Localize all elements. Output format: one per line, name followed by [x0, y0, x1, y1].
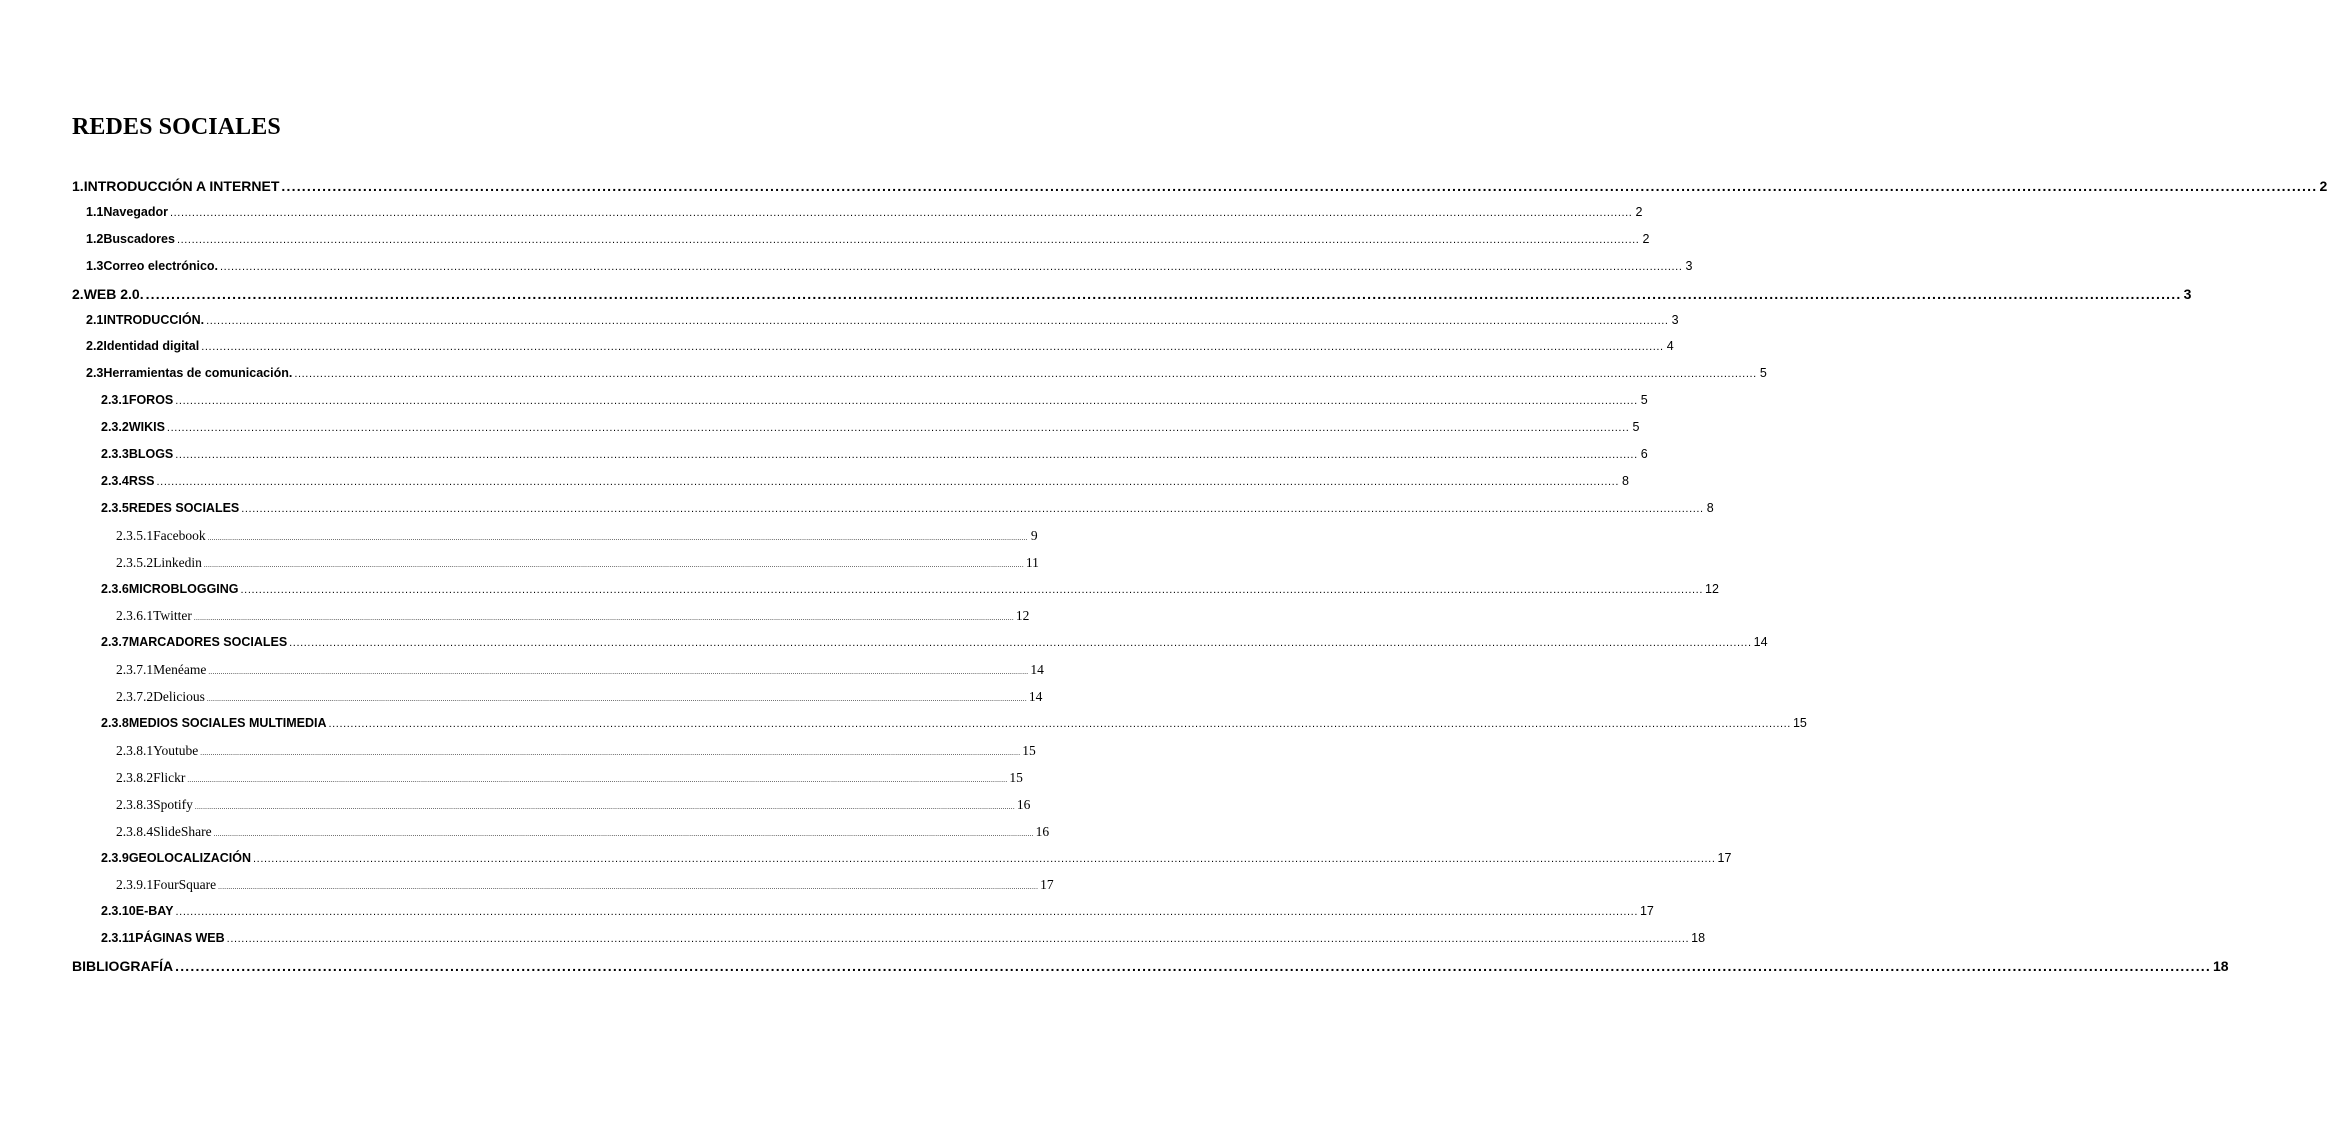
- toc-entry-page-number: 16: [1016, 796, 1031, 812]
- toc-entry-page-number: 3: [2183, 285, 2192, 302]
- toc-entry-label: Twitter: [153, 608, 192, 624]
- toc-entry-label: Correo electrónico.: [103, 258, 219, 273]
- toc-entry-label: Herramientas de comunicación.: [103, 366, 293, 381]
- toc-entry-number: 2.3.7.2: [116, 689, 154, 705]
- toc-entry-number: 2.3.4: [101, 473, 129, 488]
- toc-entry-label: GEOLOCALIZACIÓN: [128, 850, 252, 865]
- toc-entry-number: 2.3.5: [101, 500, 129, 515]
- toc-entry-page-number: 14: [1753, 635, 1768, 650]
- toc-entry-number: 2.3.1: [101, 393, 129, 408]
- toc-entry-number: 2.3.7.1: [116, 662, 154, 678]
- toc-dot-leader: ................................................................................................................................................................................................................................................................................................................................................................................................................: [156, 475, 1619, 488]
- toc-entry-label: WIKIS: [128, 420, 165, 435]
- toc-entry-page-number: 15: [1022, 742, 1036, 758]
- toc-dot-leader: ................................................................................................................................................................................................................................................................................................................................................................................................................: [203, 560, 1024, 569]
- toc-entry-page-number: 17: [1639, 904, 1654, 919]
- toc-entry-label: Buscadores: [103, 231, 175, 246]
- toc-entry-label: Facebook: [153, 527, 206, 543]
- toc-entry-label: REDES SOCIALES: [128, 500, 240, 515]
- toc-dot-leader: ................................................................................................................................................................................................................................................................................................................................................................................................................: [294, 368, 1757, 381]
- toc-entry-page-number: 9: [1030, 527, 1038, 543]
- toc-entry[interactable]: [116, 796, 1031, 814]
- toc-entry-number: 2.3.9.1: [116, 877, 154, 893]
- toc-entry-label: Navegador: [103, 204, 168, 219]
- toc-entry-page-number: 3: [1685, 258, 1693, 273]
- toc-dot-leader: ................................................................................................................................................................................................................................................................................................................................................................................................................: [175, 395, 1638, 408]
- toc-entry-number: 2.3.8.2: [116, 769, 154, 785]
- toc-entry-page-number: 3: [1671, 312, 1679, 327]
- toc-entry-page-number: 6: [1640, 447, 1648, 461]
- toc-entry-label: FOROS: [128, 393, 174, 408]
- toc-dot-leader: ................................................................................................................................................................................................................................................................................................................................................................................................................: [240, 583, 1703, 596]
- toc-entry[interactable]: [101, 420, 1640, 436]
- toc-dot-leader: ................................................................................................................................................................................................................................................................................................................................................................................................................: [220, 260, 1683, 273]
- toc-entry-page-number: 5: [1759, 366, 1767, 381]
- toc-dot-leader: ................................................................................................................................................................................................................................................................................................................................................................................................................: [175, 958, 2211, 975]
- toc-entry-label: INTRODUCCIÓN A INTERNET: [83, 178, 280, 194]
- toc-entry-number: 2.1: [86, 312, 104, 327]
- toc-entry-number: 2.3.5.1: [116, 527, 154, 543]
- toc-entry-page-number: 8: [1706, 500, 1714, 515]
- toc-entry-number: 2.: [72, 285, 84, 302]
- toc-entry-number: 2.3.8.4: [116, 823, 154, 839]
- toc-entry-page-number: 12: [1705, 581, 1719, 596]
- toc-entry[interactable]: [116, 689, 1043, 706]
- toc-entry[interactable]: [86, 204, 1643, 221]
- toc-entry-label: Delicious: [153, 689, 205, 705]
- toc-entry-label: MEDIOS SOCIALES MULTIMEDIA: [128, 716, 327, 730]
- toc-entry[interactable]: [86, 339, 1674, 355]
- toc-entry[interactable]: [101, 447, 1648, 463]
- toc-entry[interactable]: [72, 285, 2192, 304]
- toc-entry-number: 1.2: [86, 231, 104, 246]
- toc-entry[interactable]: [101, 716, 1807, 732]
- toc-entry-page-number: 8: [1622, 473, 1629, 488]
- toc-entry-label: BIBLIOGRAFÍA: [72, 958, 174, 975]
- toc-entry[interactable]: [116, 554, 1039, 572]
- toc-entry-label: SlideShare: [153, 823, 212, 839]
- toc-dot-leader: ................................................................................................................................................................................................................................................................................................................................................................................................................: [226, 933, 1690, 946]
- toc-dot-leader: ................................................................................................................................................................................................................................................................................................................................................................................................................: [194, 802, 1015, 811]
- toc-entry-number: 2.3.3: [101, 447, 129, 461]
- toc-entry-label: Identidad digital: [103, 339, 200, 354]
- toc-entry-page-number: 2: [2319, 178, 2327, 194]
- toc-entry-number: 2.3.7: [101, 635, 129, 650]
- toc-entry-label: WEB 2.0.: [83, 285, 144, 302]
- toc-entry[interactable]: [101, 850, 1732, 867]
- toc-entry[interactable]: [86, 312, 1679, 329]
- toc-dot-leader: ................................................................................................................................................................................................................................................................................................................................................................................................................: [200, 748, 1021, 757]
- toc-entry-number: 2.2: [86, 339, 104, 354]
- toc-entry-page-number: 18: [2212, 958, 2229, 975]
- toc-entry[interactable]: [116, 742, 1036, 760]
- toc-dot-leader: ................................................................................................................................................................................................................................................................................................................................................................................................................: [193, 614, 1014, 623]
- toc-entry[interactable]: [101, 635, 1768, 651]
- toc-entry-label: Youtube: [153, 742, 199, 758]
- toc-dot-leader: ................................................................................................................................................................................................................................................................................................................................................................................................................: [207, 533, 1028, 542]
- toc-entry-number: 2.3.11: [101, 931, 136, 946]
- document-title: REDES SOCIALES: [72, 114, 281, 140]
- toc-entry-number: 2.3.8.3: [116, 796, 154, 812]
- toc-dot-leader: ................................................................................................................................................................................................................................................................................................................................................................................................................: [175, 449, 1638, 461]
- toc-entry-number: 2.3.5.2: [116, 554, 154, 570]
- toc-dot-leader: ................................................................................................................................................................................................................................................................................................................................................................................................................: [145, 285, 2182, 302]
- toc-entry-label: PÁGINAS WEB: [135, 931, 225, 946]
- toc-entry[interactable]: [116, 877, 1054, 894]
- toc-entry[interactable]: [72, 958, 2229, 976]
- toc-entry[interactable]: [101, 581, 1719, 598]
- toc-entry-number: 1.1: [86, 204, 104, 219]
- toc-dot-leader: ................................................................................................................................................................................................................................................................................................................................................................................................................: [170, 206, 1633, 219]
- toc-dot-leader: ................................................................................................................................................................................................................................................................................................................................................................................................................: [213, 829, 1034, 838]
- toc-entry[interactable]: [101, 904, 1654, 920]
- toc-entry-label: E-BAY: [135, 904, 174, 919]
- toc-entry[interactable]: [101, 931, 1706, 947]
- toc-entry[interactable]: [116, 769, 1023, 787]
- toc-dot-leader: ................................................................................................................................................................................................................................................................................................................................................................................................................: [328, 718, 1791, 730]
- toc-entry[interactable]: [86, 258, 1693, 275]
- toc-entry-page-number: 17: [1040, 877, 1054, 893]
- toc-entry-number: 1.: [72, 178, 84, 194]
- toc-entry-page-number: 5: [1632, 420, 1640, 435]
- toc-entry-page-number: 2: [1642, 231, 1650, 246]
- toc-entry-label: Flickr: [153, 769, 186, 785]
- toc-entry-number: 2.3: [86, 366, 104, 381]
- toc-entry[interactable]: [86, 366, 1767, 382]
- toc-dot-leader: ................................................................................................................................................................................................................................................................................................................................................................................................................: [208, 668, 1029, 677]
- toc-dot-leader: ................................................................................................................................................................................................................................................................................................................................................................................................................: [206, 314, 1669, 327]
- toc-entry-number: 2.3.9: [101, 850, 129, 865]
- toc-entry-label: Spotify: [153, 796, 193, 812]
- toc-entry[interactable]: [116, 527, 1038, 545]
- toc-entry-label: MICROBLOGGING: [128, 581, 239, 596]
- toc-entry-label: BLOGS: [128, 447, 174, 461]
- toc-entry-label: INTRODUCCIÓN.: [103, 312, 205, 327]
- toc-entry-page-number: 11: [1025, 554, 1039, 570]
- toc-entry-page-number: 14: [1030, 662, 1044, 678]
- toc-dot-leader: ................................................................................................................................................................................................................................................................................................................................................................................................................: [289, 637, 1752, 650]
- toc-dot-leader: ................................................................................................................................................................................................................................................................................................................................................................................................................: [176, 233, 1640, 246]
- toc-entry-number: 2.3.6.1: [116, 608, 154, 624]
- toc-entry-page-number: 12: [1015, 608, 1030, 624]
- toc-entry-page-number: 18: [1691, 931, 1706, 946]
- toc-entry[interactable]: [116, 608, 1030, 625]
- toc-entry-page-number: 4: [1666, 339, 1674, 354]
- toc-entry-label: Menéame: [153, 662, 207, 678]
- toc-dot-leader: ................................................................................................................................................................................................................................................................................................................................................................................................................: [253, 852, 1716, 865]
- toc-dot-leader: ................................................................................................................................................................................................................................................................................................................................................................................................................: [218, 883, 1039, 892]
- toc-entry[interactable]: [116, 823, 1050, 841]
- toc-dot-leader: ................................................................................................................................................................................................................................................................................................................................................................................................................: [201, 341, 1664, 354]
- toc-dot-leader: ................................................................................................................................................................................................................................................................................................................................................................................................................: [206, 695, 1027, 704]
- toc-entry-number: 2.3.8: [101, 716, 129, 730]
- toc-entry[interactable]: [72, 178, 2327, 196]
- toc-entry-label: MARCADORES SOCIALES: [128, 635, 288, 650]
- toc-entry[interactable]: [101, 500, 1714, 517]
- toc-entry-page-number: 15: [1009, 769, 1023, 785]
- toc-entry-page-number: 2: [1635, 204, 1643, 219]
- toc-entry-number: 2.3.10: [101, 904, 136, 919]
- toc-entry-label: Linkedin: [153, 554, 202, 570]
- toc-entry-page-number: 5: [1640, 393, 1648, 408]
- toc-entry-page-number: 14: [1028, 689, 1043, 705]
- toc-entry[interactable]: [101, 473, 1629, 490]
- toc-entry-page-number: 15: [1792, 716, 1807, 730]
- toc-entry-page-number: 16: [1035, 823, 1050, 839]
- toc-entry-number: 1.3: [86, 258, 104, 273]
- toc-dot-leader: ................................................................................................................................................................................................................................................................................................................................................................................................................: [281, 178, 2318, 194]
- toc-dot-leader: ................................................................................................................................................................................................................................................................................................................................................................................................................: [166, 422, 1630, 435]
- toc-entry-page-number: 17: [1717, 850, 1732, 865]
- toc-entry-label: FourSquare: [153, 877, 217, 893]
- toc-entry[interactable]: [116, 662, 1044, 679]
- toc-entry-number: 2.3.2: [101, 420, 129, 435]
- toc-dot-leader: ................................................................................................................................................................................................................................................................................................................................................................................................................: [187, 775, 1008, 784]
- toc-entry-number: 2.3.6: [101, 581, 129, 596]
- toc-entry[interactable]: [86, 231, 1650, 248]
- toc-dot-leader: ................................................................................................................................................................................................................................................................................................................................................................................................................: [241, 502, 1704, 515]
- toc-entry-number: 2.3.8.1: [116, 742, 154, 758]
- toc-dot-leader: ................................................................................................................................................................................................................................................................................................................................................................................................................: [175, 906, 1638, 919]
- toc-entry[interactable]: [101, 393, 1648, 409]
- toc-entry-label: RSS: [128, 473, 155, 488]
